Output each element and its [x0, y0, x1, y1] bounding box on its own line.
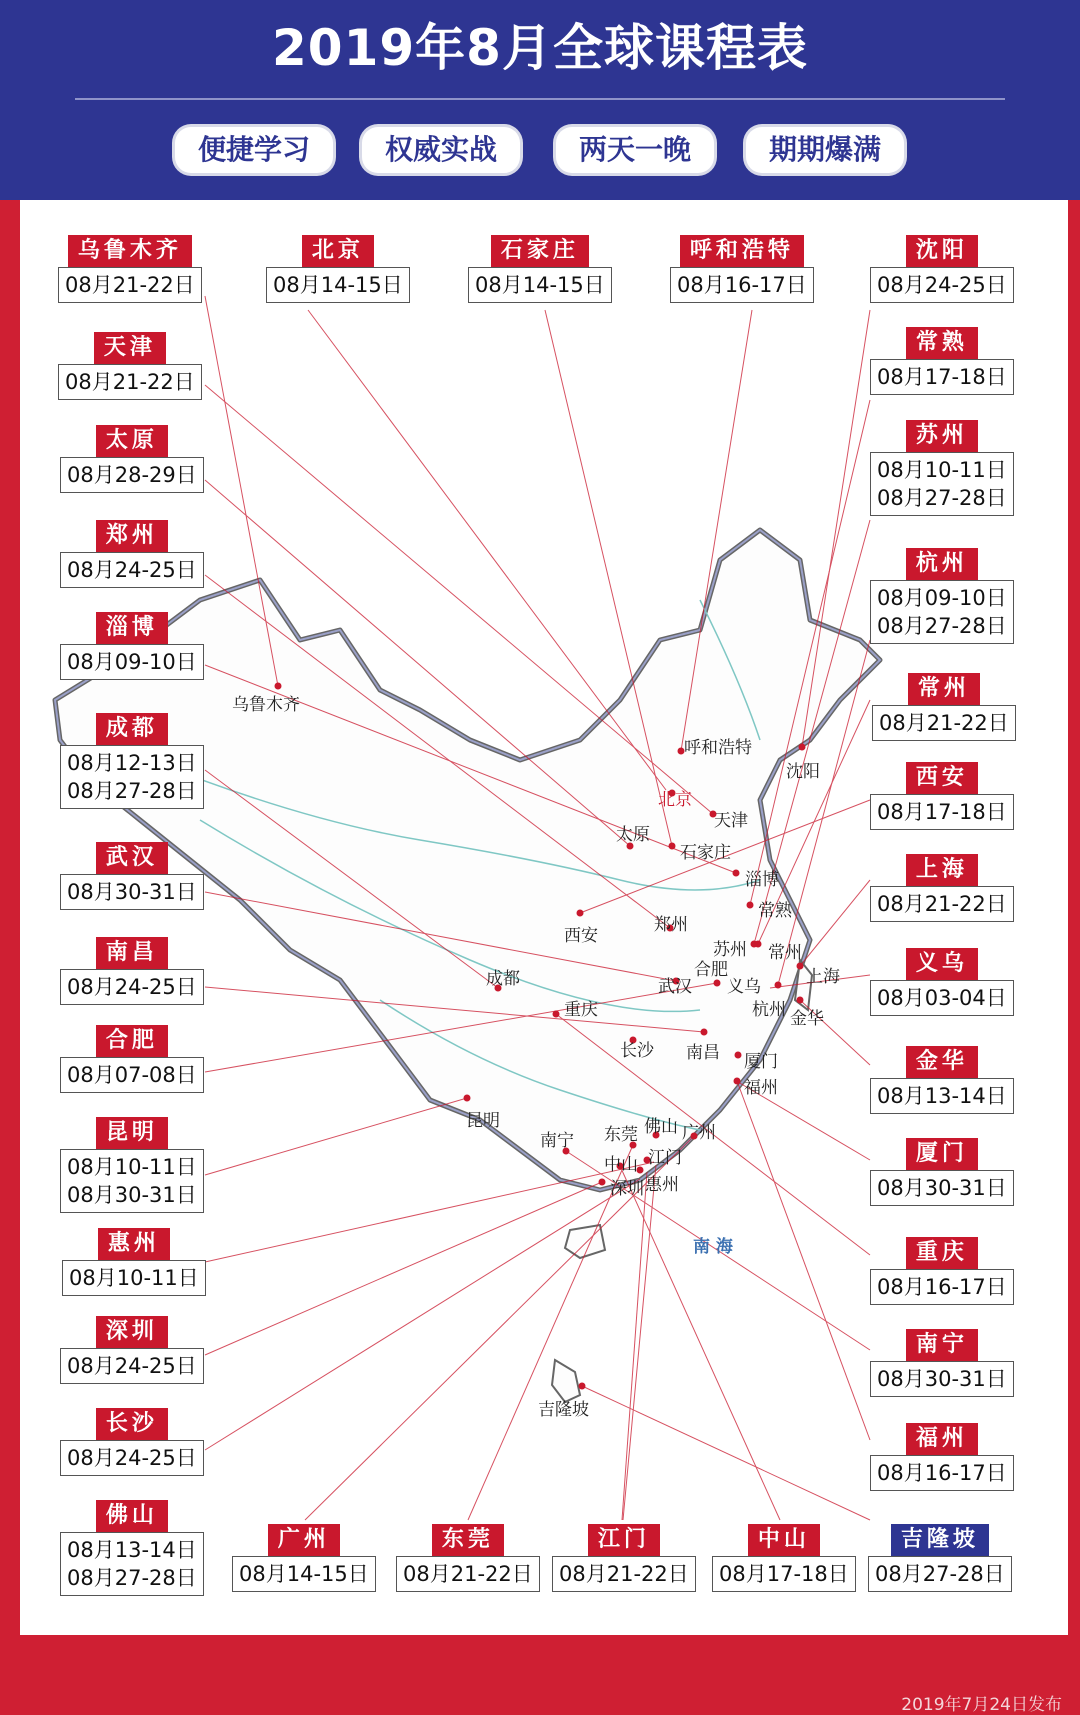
map-city: 义乌: [727, 977, 761, 997]
map-city: 常州: [768, 943, 802, 963]
schedule-dates: 08月30-31日: [870, 1361, 1014, 1397]
map-city: 东莞: [604, 1125, 638, 1145]
schedule-label: 杭州 08月09-10日 08月27-28日: [870, 548, 1014, 644]
map-city: 厦门: [744, 1052, 778, 1072]
schedule-label: 北京 08月14-15日: [266, 235, 410, 303]
schedule-dates: 08月24-25日: [60, 1440, 204, 1476]
schedule-label: 南宁 08月30-31日: [870, 1329, 1014, 1397]
sea-label: 南 海: [693, 1237, 733, 1257]
schedule-dates: 08月21-22日: [58, 364, 202, 400]
schedule-dates: 08月10-11日: [62, 1260, 206, 1296]
map-city: 武汉: [658, 977, 692, 997]
schedule-dates: 08月21-22日: [58, 267, 202, 303]
schedule-label: 乌鲁木齐 08月21-22日: [58, 235, 202, 303]
schedule-label: 广州 08月14-15日: [232, 1524, 376, 1592]
schedule-label: 常州 08月21-22日: [872, 673, 1016, 741]
map-city: 常熟: [758, 901, 792, 921]
map-city: 江门: [648, 1148, 682, 1168]
tag-pill: 便捷学习: [175, 127, 333, 173]
map-city: 成都: [486, 969, 520, 989]
schedule-label: 吉隆坡 08月27-28日: [868, 1524, 1012, 1592]
map-city: 乌鲁木齐: [232, 695, 300, 715]
schedule-label: 东莞 08月21-22日: [396, 1524, 540, 1592]
schedule-dates: 08月17-18日: [870, 794, 1014, 830]
schedule-dates: 08月14-15日: [266, 267, 410, 303]
schedule-label: 淄博 08月09-10日: [60, 612, 204, 680]
map-city: 中山: [604, 1155, 638, 1175]
schedule-dates: 08月24-25日: [870, 267, 1014, 303]
schedule-dates: 08月21-22日: [396, 1556, 540, 1592]
map-city: 昆明: [466, 1111, 500, 1131]
schedule-label: 成都 08月12-13日 08月27-28日: [60, 713, 204, 809]
schedule-dates: 08月24-25日: [60, 1348, 204, 1384]
schedule-dates: 08月21-22日: [552, 1556, 696, 1592]
schedule-dates: 08月17-18日: [870, 359, 1014, 395]
map-city: 太原: [616, 825, 650, 845]
map-city: 合肥: [694, 960, 728, 980]
schedule-dates: 08月16-17日: [870, 1269, 1014, 1305]
map-city: 天津: [714, 811, 748, 831]
schedule-dates: 08月09-10日: [60, 644, 204, 680]
schedule-dates: 08月24-25日: [60, 552, 204, 588]
map-city: 郑州: [654, 915, 688, 935]
tag-pill: 权威实战: [362, 127, 520, 173]
schedule-label: 昆明 08月10-11日 08月30-31日: [60, 1117, 204, 1213]
schedule-dates: 08月27-28日: [868, 1556, 1012, 1592]
publish-date: 2019年7月24日发布: [901, 1695, 1062, 1715]
schedule-dates: 08月14-15日: [232, 1556, 376, 1592]
schedule-dates: 08月09-10日 08月27-28日: [870, 580, 1014, 644]
schedule-label: 福州 08月16-17日: [870, 1423, 1014, 1491]
tag-pill: 期期爆满: [746, 127, 904, 173]
schedule-label: 佛山 08月13-14日 08月27-28日: [60, 1500, 204, 1596]
map-city: 石家庄: [680, 843, 731, 863]
map-city: 重庆: [564, 1000, 598, 1020]
schedule-dates: 08月17-18日: [712, 1556, 856, 1592]
schedule-label: 上海 08月21-22日: [870, 854, 1014, 922]
map-city: 惠州: [645, 1175, 679, 1195]
schedule-label: 西安 08月17-18日: [870, 762, 1014, 830]
tag-pill: 两天一晚: [556, 127, 714, 173]
map-city: 佛山: [644, 1117, 678, 1137]
schedule-label: 长沙 08月24-25日: [60, 1408, 204, 1476]
schedule-label: 太原 08月28-29日: [60, 425, 204, 493]
schedule-label: 常熟 08月17-18日: [870, 327, 1014, 395]
schedule-label: 江门 08月21-22日: [552, 1524, 696, 1592]
schedule-dates: 08月03-04日: [870, 980, 1014, 1016]
schedule-dates: 08月28-29日: [60, 457, 204, 493]
map-city: 金华: [790, 1009, 824, 1029]
schedule-dates: 08月30-31日: [870, 1170, 1014, 1206]
map-city: 长沙: [620, 1041, 654, 1061]
schedule-dates: 08月16-17日: [670, 267, 814, 303]
schedule-label: 合肥 08月07-08日: [60, 1025, 204, 1093]
schedule-dates: 08月21-22日: [872, 705, 1016, 741]
schedule-label: 南昌 08月24-25日: [60, 937, 204, 1005]
schedule-dates: 08月30-31日: [60, 874, 204, 910]
schedule-label: 惠州 08月10-11日: [62, 1228, 206, 1296]
schedule-dates: 08月21-22日: [870, 886, 1014, 922]
schedule-dates: 08月13-14日: [870, 1078, 1014, 1114]
schedule-dates: 08月12-13日 08月27-28日: [60, 745, 204, 809]
schedule-dates: 08月24-25日: [60, 969, 204, 1005]
schedule-label: 石家庄 08月14-15日: [468, 235, 612, 303]
schedule-label: 沈阳 08月24-25日: [870, 235, 1014, 303]
schedule-dates: 08月10-11日 08月30-31日: [60, 1149, 204, 1213]
schedule-label: 苏州 08月10-11日 08月27-28日: [870, 420, 1014, 516]
map-city: 沈阳: [786, 762, 820, 782]
map-city: 吉隆坡: [538, 1400, 589, 1420]
schedule-dates: 08月10-11日 08月27-28日: [870, 452, 1014, 516]
schedule-label: 厦门 08月30-31日: [870, 1138, 1014, 1206]
schedule-label: 天津 08月21-22日: [58, 332, 202, 400]
schedule-label: 中山 08月17-18日: [712, 1524, 856, 1592]
map-city: 广州: [682, 1123, 716, 1143]
page-title: 2019年8月全球课程表: [272, 19, 808, 77]
map-city: 福州: [744, 1078, 778, 1098]
schedule-label: 郑州 08月24-25日: [60, 520, 204, 588]
map-city: 西安: [564, 926, 598, 946]
schedule-label: 重庆 08月16-17日: [870, 1237, 1014, 1305]
schedule-dates: 08月13-14日 08月27-28日: [60, 1532, 204, 1596]
schedule-label: 武汉 08月30-31日: [60, 842, 204, 910]
schedule-label: 深圳 08月24-25日: [60, 1316, 204, 1384]
schedule-label: 金华 08月13-14日: [870, 1046, 1014, 1114]
map-city: 呼和浩特: [684, 738, 752, 758]
map-city: 南昌: [686, 1043, 720, 1063]
map-city: 上海: [806, 967, 840, 987]
map-city: 淄博: [745, 870, 779, 890]
map-city: 深圳: [610, 1179, 644, 1199]
map-city: 北京: [658, 790, 692, 810]
map-city: 杭州: [752, 1000, 786, 1020]
map-city: 苏州: [713, 940, 747, 960]
schedule-dates: 08月16-17日: [870, 1455, 1014, 1491]
schedule-dates: 08月07-08日: [60, 1057, 204, 1093]
schedule-label: 义乌 08月03-04日: [870, 948, 1014, 1016]
schedule-dates: 08月14-15日: [468, 267, 612, 303]
schedule-label: 呼和浩特 08月16-17日: [670, 235, 814, 303]
map-city: 南宁: [540, 1131, 574, 1151]
